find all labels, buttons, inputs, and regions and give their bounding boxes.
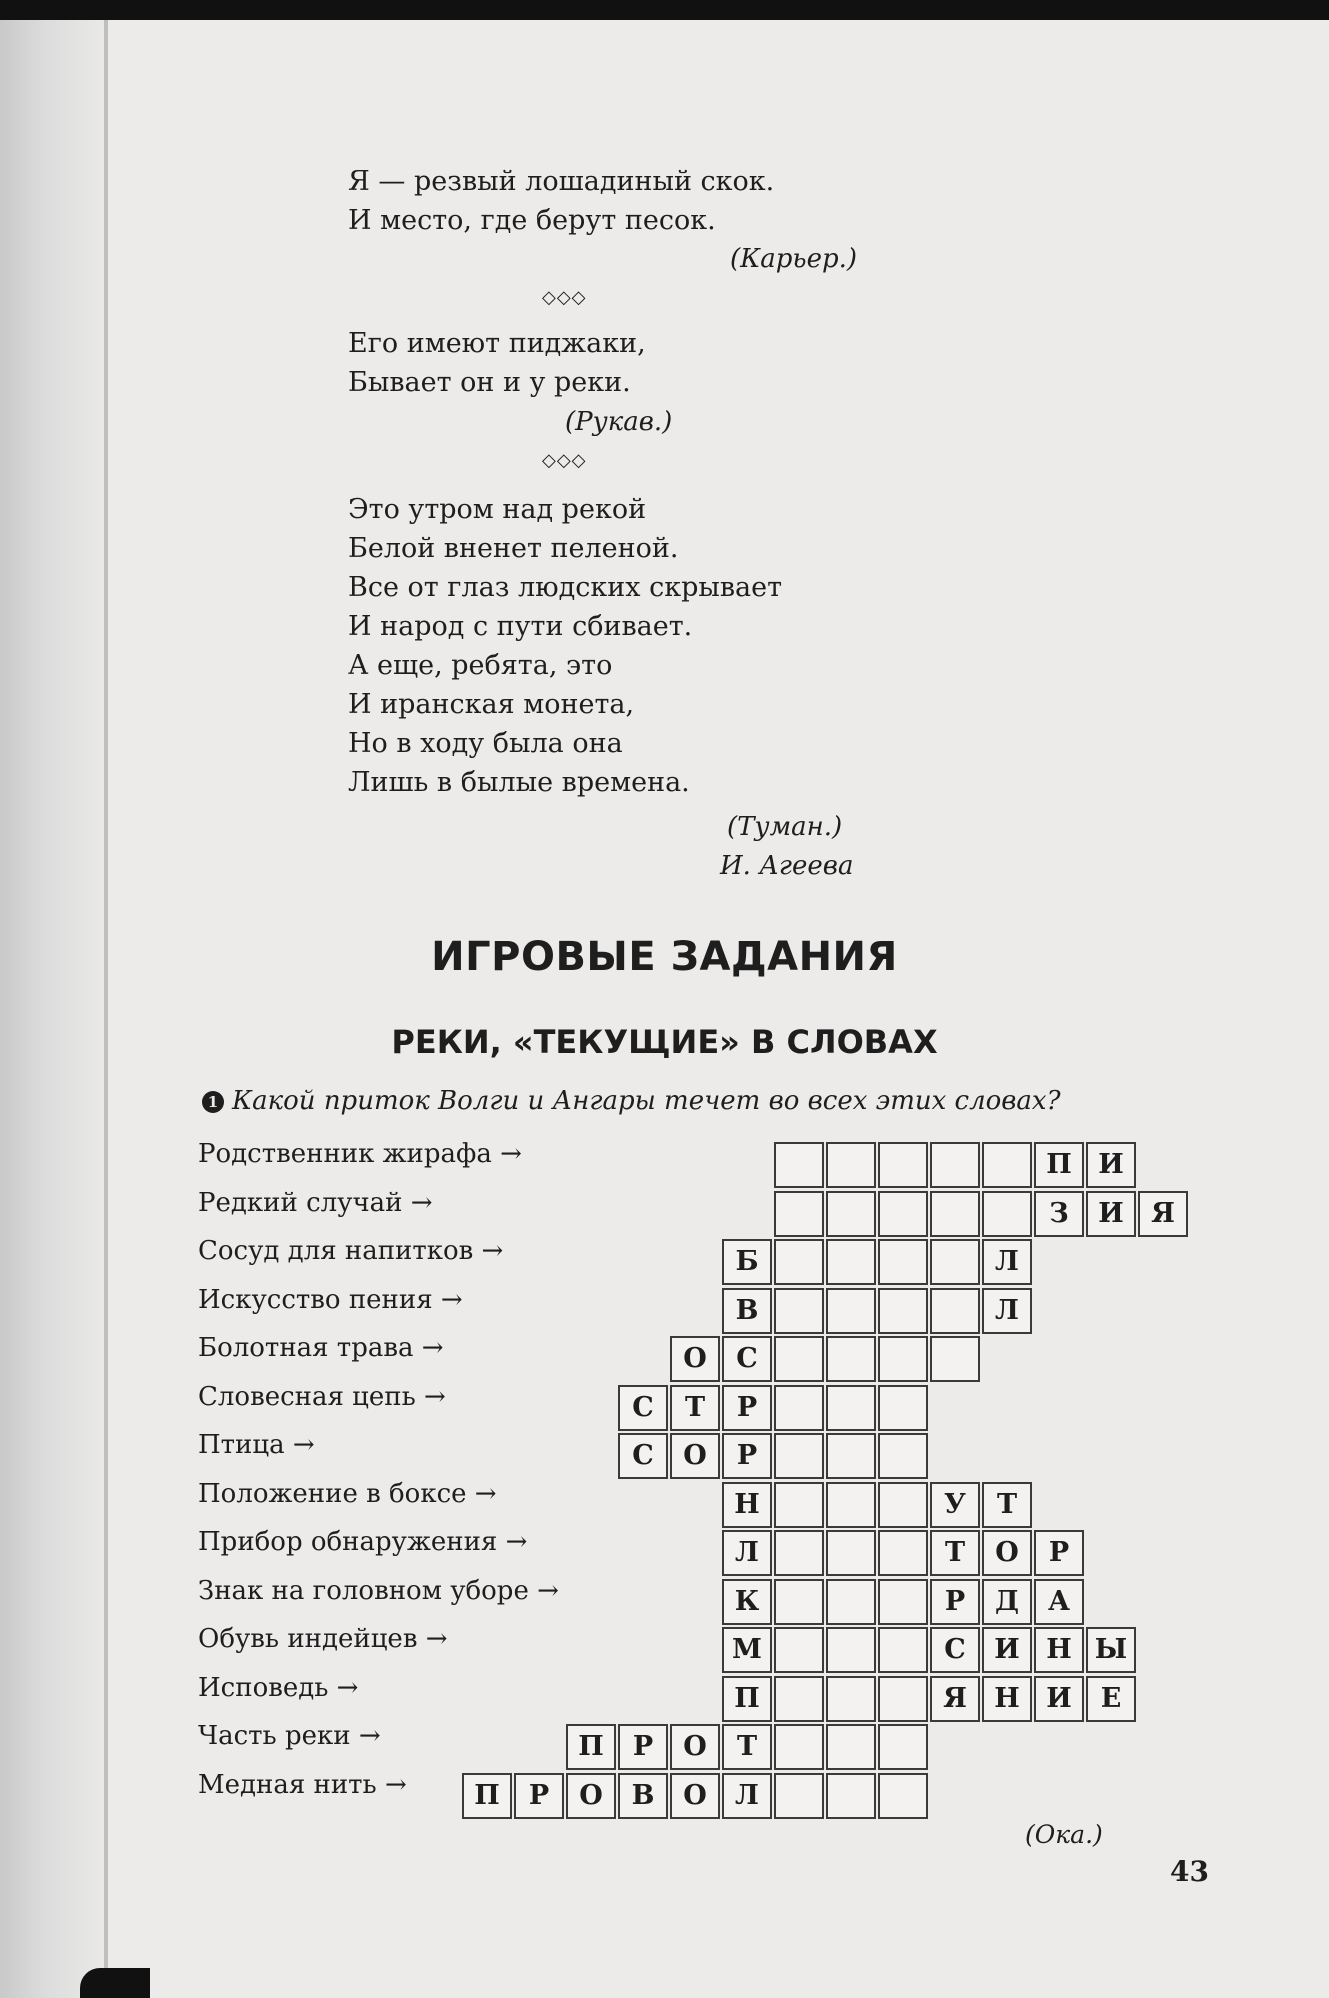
crossword-cell: О: [982, 1530, 1032, 1576]
crossword-cell: С: [618, 1385, 668, 1431]
crossword-cell: [826, 1336, 876, 1382]
scan-corner-shadow: [80, 1968, 150, 1998]
riddle-line: А еще, ребята, это: [348, 650, 613, 681]
crossword-cell: Ы: [1086, 1627, 1136, 1673]
crossword-cell: [878, 1676, 928, 1722]
crossword-cell: Н: [982, 1676, 1032, 1722]
crossword-cell: И: [1086, 1191, 1136, 1237]
crossword-cell: [930, 1239, 980, 1285]
crossword-cell: П: [566, 1724, 616, 1770]
crossword-cell: [878, 1288, 928, 1334]
crossword-cell: П: [462, 1773, 512, 1819]
crossword-cell: [774, 1288, 824, 1334]
crossword-answer: (Ока.): [1025, 1820, 1103, 1849]
task-question: [202, 1086, 1061, 1116]
crossword-cell: Д: [982, 1579, 1032, 1625]
crossword-cell: Е: [1086, 1676, 1136, 1722]
crossword-cell: [774, 1433, 824, 1479]
riddle-3-answer: (Туман.): [727, 812, 843, 842]
crossword-cell: Р: [722, 1385, 772, 1431]
crossword-cell: [826, 1433, 876, 1479]
riddle-line: Белой вненет пеленой.: [348, 533, 679, 564]
crossword-cell: З: [1034, 1191, 1084, 1237]
crossword-cell: [826, 1773, 876, 1819]
task-question-text: Какой приток Волги и Ангары течет во всех этих словах?: [232, 1086, 1061, 1116]
crossword-cell: [826, 1579, 876, 1625]
crossword-cell: С: [930, 1627, 980, 1673]
crossword-clue: Родственник жирафа →: [198, 1139, 522, 1169]
crossword-cell: [774, 1579, 824, 1625]
crossword-cell: [826, 1482, 876, 1528]
crossword-cell: [878, 1627, 928, 1673]
crossword-cell: Р: [722, 1433, 772, 1479]
crossword-cell: О: [670, 1433, 720, 1479]
crossword-cell: [878, 1482, 928, 1528]
crossword-cell: [878, 1724, 928, 1770]
crossword-cell: [774, 1482, 824, 1528]
crossword-cell: О: [670, 1773, 720, 1819]
riddle-line: Я — резвый лошадиный скок.: [348, 166, 775, 197]
crossword-cell: [930, 1142, 980, 1188]
book-spine-fold: [104, 20, 108, 1998]
subsection-title: РЕКИ, «ТЕКУЩИЕ» В СЛОВАХ: [391, 1023, 938, 1061]
crossword-cell: [826, 1530, 876, 1576]
crossword-clue: Словесная цепь →: [198, 1381, 446, 1412]
crossword-cell: [774, 1385, 824, 1431]
crossword-cell: [878, 1385, 928, 1431]
crossword-cell: Л: [982, 1288, 1032, 1334]
crossword-cell: [774, 1191, 824, 1237]
riddle-1: [348, 162, 774, 240]
crossword-cell: А: [1034, 1579, 1084, 1625]
crossword-clue: Обувь индейцев →: [198, 1624, 448, 1654]
crossword-cell: Р: [618, 1724, 668, 1770]
task-number-badge: 1: [202, 1091, 224, 1113]
crossword-cell: [774, 1627, 824, 1673]
crossword-cell: [774, 1239, 824, 1285]
crossword-clue: Сосуд для напитков →: [198, 1236, 504, 1266]
crossword-cell: [774, 1336, 824, 1382]
crossword-cell: [930, 1288, 980, 1334]
crossword-cell: [930, 1336, 980, 1382]
separator-icon: ◇◇◇: [542, 287, 587, 308]
crossword-clue: Знак на головном уборе →: [198, 1575, 559, 1606]
crossword-cell: Т: [670, 1385, 720, 1431]
crossword-cell: Л: [982, 1239, 1032, 1285]
crossword-cell: [826, 1142, 876, 1188]
crossword-cell: [878, 1191, 928, 1237]
crossword-cell: Н: [1034, 1627, 1084, 1673]
crossword-cell: Т: [722, 1724, 772, 1770]
book-spine-shadow: [0, 20, 112, 1998]
crossword-cell: П: [722, 1676, 772, 1722]
crossword-cell: Р: [514, 1773, 564, 1819]
crossword-cell: Т: [982, 1482, 1032, 1528]
crossword-cell: [826, 1191, 876, 1237]
crossword-cell: [774, 1142, 824, 1188]
crossword-cell: [878, 1142, 928, 1188]
crossword-clue: Часть реки →: [198, 1721, 381, 1751]
riddle-3: [348, 490, 782, 802]
separator-icon: ◇◇◇: [542, 450, 587, 471]
crossword-cell: [774, 1773, 824, 1819]
riddle-line: Бывает он и у реки.: [348, 367, 631, 398]
crossword-clue: Прибор обнаружения →: [198, 1527, 528, 1557]
crossword-cell: [878, 1239, 928, 1285]
riddle-2-answer: (Рукав.): [565, 407, 673, 437]
crossword-cell: [774, 1724, 824, 1770]
riddle-3-author: И. Агеева: [720, 851, 854, 881]
crossword-cell: П: [1034, 1142, 1084, 1188]
crossword-clue: Медная нить →: [198, 1769, 407, 1800]
crossword-cell: [826, 1239, 876, 1285]
crossword-cell: К: [722, 1579, 772, 1625]
crossword-cell: [826, 1676, 876, 1722]
crossword-cell: [826, 1724, 876, 1770]
riddle-line: Его имеют пиджаки,: [348, 328, 646, 359]
crossword-cell: С: [722, 1336, 772, 1382]
crossword-clue: Положение в боксе →: [198, 1478, 497, 1509]
crossword-cell: О: [566, 1773, 616, 1819]
crossword-cell: [878, 1530, 928, 1576]
crossword-cell: В: [618, 1773, 668, 1819]
crossword-clue: Болотная трава →: [198, 1333, 444, 1363]
crossword-cell: М: [722, 1627, 772, 1673]
crossword-cell: Л: [722, 1530, 772, 1576]
crossword-cell: [878, 1433, 928, 1479]
crossword-cell: [826, 1288, 876, 1334]
crossword-cell: [878, 1336, 928, 1382]
crossword-cell: Р: [930, 1579, 980, 1625]
crossword-cell: И: [1034, 1676, 1084, 1722]
crossword-clue: Редкий случай →: [198, 1187, 433, 1218]
crossword-clue: Исповедь →: [198, 1672, 359, 1703]
riddle-line: Лишь в былые времена.: [348, 767, 690, 798]
crossword-cell: [826, 1627, 876, 1673]
crossword-cell: Т: [930, 1530, 980, 1576]
crossword-cell: О: [670, 1724, 720, 1770]
crossword-cell: Н: [722, 1482, 772, 1528]
crossword-cell: И: [1086, 1142, 1136, 1188]
crossword-cell: [878, 1579, 928, 1625]
riddle-line: И народ с пути сбивает.: [348, 611, 693, 642]
crossword-clue: Птица →: [198, 1430, 315, 1460]
crossword-cell: У: [930, 1482, 980, 1528]
page-number: 43: [1170, 1855, 1209, 1888]
riddle-1-answer: (Карьер.): [730, 244, 858, 274]
crossword-cell: [774, 1676, 824, 1722]
crossword-cell: [878, 1773, 928, 1819]
riddle-line: И иранская монета,: [348, 689, 635, 720]
riddle-2: [348, 324, 646, 402]
scan-top-edge: [0, 0, 1329, 20]
crossword-cell: Р: [1034, 1530, 1084, 1576]
crossword-cell: Я: [930, 1676, 980, 1722]
crossword-cell: [982, 1191, 1032, 1237]
crossword-cell: [774, 1530, 824, 1576]
riddle-line: Все от глаз людских скрывает: [348, 572, 783, 603]
crossword-cell: Я: [1138, 1191, 1188, 1237]
riddle-line: Это утром над рекой: [348, 494, 647, 525]
crossword-cell: [826, 1385, 876, 1431]
crossword-clue: Искусство пения →: [198, 1284, 463, 1315]
crossword-cell: О: [670, 1336, 720, 1382]
crossword-cell: Б: [722, 1239, 772, 1285]
crossword-cell: Л: [722, 1773, 772, 1819]
crossword-cell: С: [618, 1433, 668, 1479]
section-title: ИГРОВЫЕ ЗАДАНИЯ: [431, 934, 898, 980]
riddle-line: Но в ходу была она: [348, 728, 623, 759]
crossword-cell: [930, 1191, 980, 1237]
crossword-cell: И: [982, 1627, 1032, 1673]
crossword-cell: В: [722, 1288, 772, 1334]
riddle-line: И место, где берут песок.: [348, 205, 716, 236]
crossword-cell: [982, 1142, 1032, 1188]
